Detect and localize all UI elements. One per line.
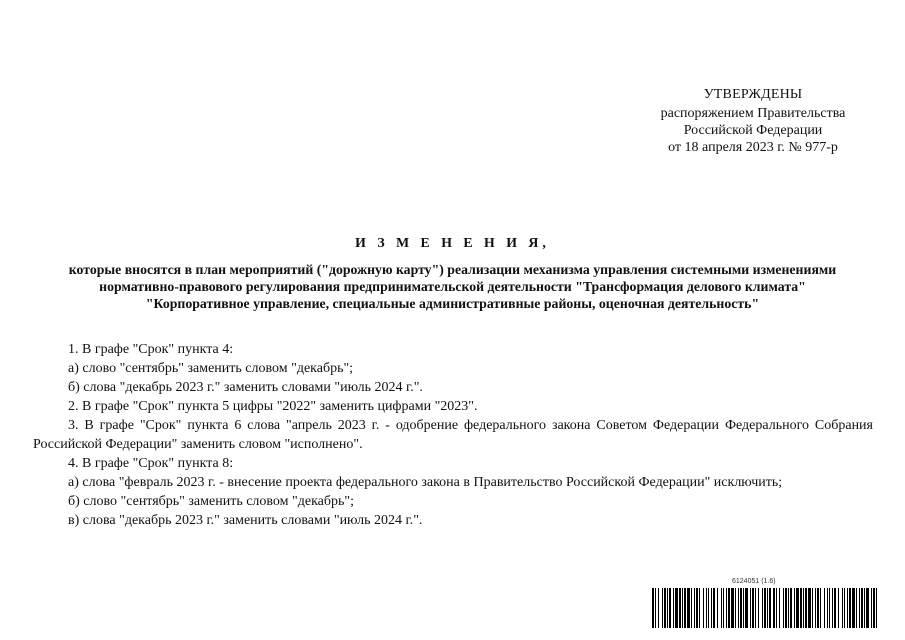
heading-line-2: нормативно-правового регулирования предпринимательской деятельности "Трансформация делового климата" xyxy=(99,279,806,294)
approval-line-1: распоряжением Правительства xyxy=(660,106,846,121)
paragraph-2: а) слово "сентябрь" заменить словом "декабрь"; xyxy=(68,361,354,376)
paragraph-5: 3. В графе "Срок" пункта 6 слова "апрель 2023 г. - одобрение федерального закона Советом Федерации Федерального Собрания Российской Федерации" заменить словом "исполнено". xyxy=(33,418,873,452)
document-body xyxy=(33,340,873,530)
paragraph-7: а) слова "февраль 2023 г. - внесение проекта федерального закона в Правительство Российской Федерации" исключить; xyxy=(68,475,783,490)
paragraph-1: 1. В графе "Срок" пункта 4: xyxy=(68,342,234,357)
approval-line-3: от 18 апреля 2023 г. № 977-р xyxy=(668,140,838,155)
heading-line-3: "Корпоративное управление, специальные административные районы, оценочная деятельность" xyxy=(145,296,760,311)
paragraph-3: б) слова "декабрь 2023 г." заменить словами "июль 2024 г.". xyxy=(68,380,423,395)
barcode-code: 6124051 (1.6) xyxy=(732,578,776,585)
barcode-image xyxy=(652,588,878,628)
document-heading xyxy=(20,234,885,312)
approval-line-2: Российской Федерации xyxy=(683,123,823,138)
paragraph-6: 4. В графе "Срок" пункта 8: xyxy=(68,456,234,471)
heading-line-1: которые вносятся в план мероприятий ("дорожную карту") реализации механизма управления системными изменениями xyxy=(68,262,837,277)
document-barcode xyxy=(652,578,878,628)
heading-title: И З М Е Н Е Н И Я, xyxy=(355,235,550,250)
paragraph-8: б) слово "сентябрь" заменить словом "декабрь"; xyxy=(68,494,354,509)
paragraph-4: 2. В графе "Срок" пункта 5 цифры "2022" заменить цифрами "2023". xyxy=(68,399,478,414)
approval-block xyxy=(633,86,873,156)
paragraph-9: в) слова "декабрь 2023 г." заменить словами "июль 2024 г.". xyxy=(68,513,423,528)
approval-title: УТВЕРЖДЕНЫ xyxy=(703,87,803,102)
